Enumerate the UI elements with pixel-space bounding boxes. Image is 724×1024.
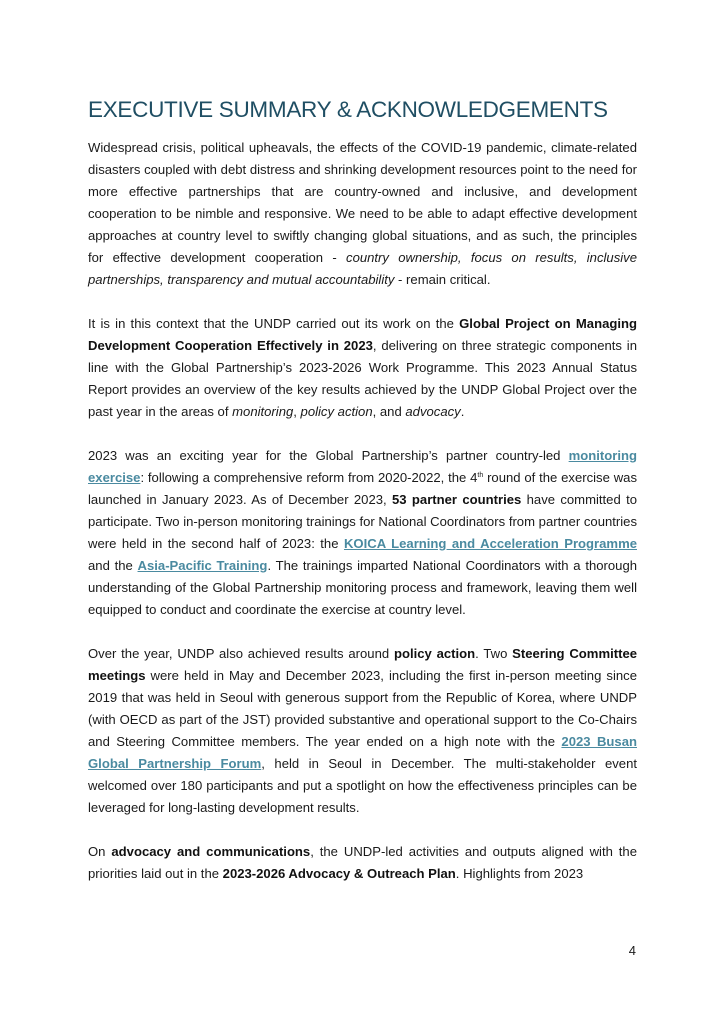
page-number: 4 (628, 943, 636, 958)
principles-italic: country ownership, focus on results, inclusive partnerships, transparency and mutual accountability (88, 250, 637, 287)
koica-programme-link[interactable]: KOICA Learning and Acceleration Programme (343, 536, 637, 551)
page-heading: EXECUTIVE SUMMARY & ACKNOWLEDGEMENTS (88, 97, 608, 122)
paragraph-policy-action: Over the year, UNDP also achieved results around policy action. Two Steering Committee meetings were held in May and December 2023, including the first in-person meeting since 2019 that was held in Seoul with generous support from the Republic of Korea, where UNDP (with OECD as part of the JST) provided substantive and operational support to the Co-Chairs and Steering Committee members. The year ended on a high note with the 2023 Busan Global Partnership Forum, held in Seoul in December. The multi-stakeholder event welcomed over 180 participants and put a spotlight on how the effectiveness principles can be leveraged for long-lasting development results. (88, 646, 638, 815)
busan-forum-link[interactable]: 2023 Busan Global Partnership Forum (88, 734, 637, 771)
global-project-title: Global Project on Managing Development Cooperation Effectively in 2023 (88, 316, 637, 353)
monitoring-exercise-link[interactable]: monitoring exercise (88, 448, 637, 485)
body-text (88, 137, 637, 885)
asia-pacific-training-link[interactable]: Asia-Pacific Training (137, 558, 268, 573)
partner-countries-count: 53 partner countries (392, 492, 522, 507)
paragraph-intro: Widespread crisis, political upheavals, the effects of the COVID-19 pandemic, climate-related disasters coupled with debt distress and shrinking development resources point to the need for more effective partnerships that are country-owned and inclusive, and development cooperation to be nimble and responsive. We need to be able to adapt effective development approaches at country level to swiftly changing global situations, and as such, the principles for effective development cooperation - country ownership, focus on results, inclusive partnerships, transparency and mutual accountability - remain critical. (88, 140, 637, 287)
paragraph-context: It is in this context that the UNDP carried out its work on the Global Project on Managing Development Cooperation Effectively in 2023, delivering on three strategic components in line with the Global Partnership’s 2023-2026 Work Programme. This 2023 Annual Status Report provides an overview of the key results achieved by the UNDP Global Project over the past year in the areas of monitoring, policy action, and advocacy. (88, 316, 637, 419)
paragraph-monitoring: 2023 was an exciting year for the Global Partnership’s partner country-led monitoring exercise: following a comprehensive reform from 2020-2022, the 4th round of the exercise was launched in January 2023. As of December 2023, 53 partner countries have committed to participate. Two in-person monitoring trainings for National Coordinators from partner countries were held in the second half of 2023: the KOICA Learning and Acceleration Programme and the Asia-Pacific Training. The trainings imparted National Coordinators with a thorough understanding of the Global Partnership monitoring process and framework, leaving them well equipped to conduct and coordinate the exercise at country level. (88, 448, 638, 617)
paragraph-advocacy: On advocacy and communications, the UNDP-led activities and outputs aligned with the priorities laid out in the 2023-2026 Advocacy & Outreach Plan. Highlights from 2023 (88, 844, 637, 881)
